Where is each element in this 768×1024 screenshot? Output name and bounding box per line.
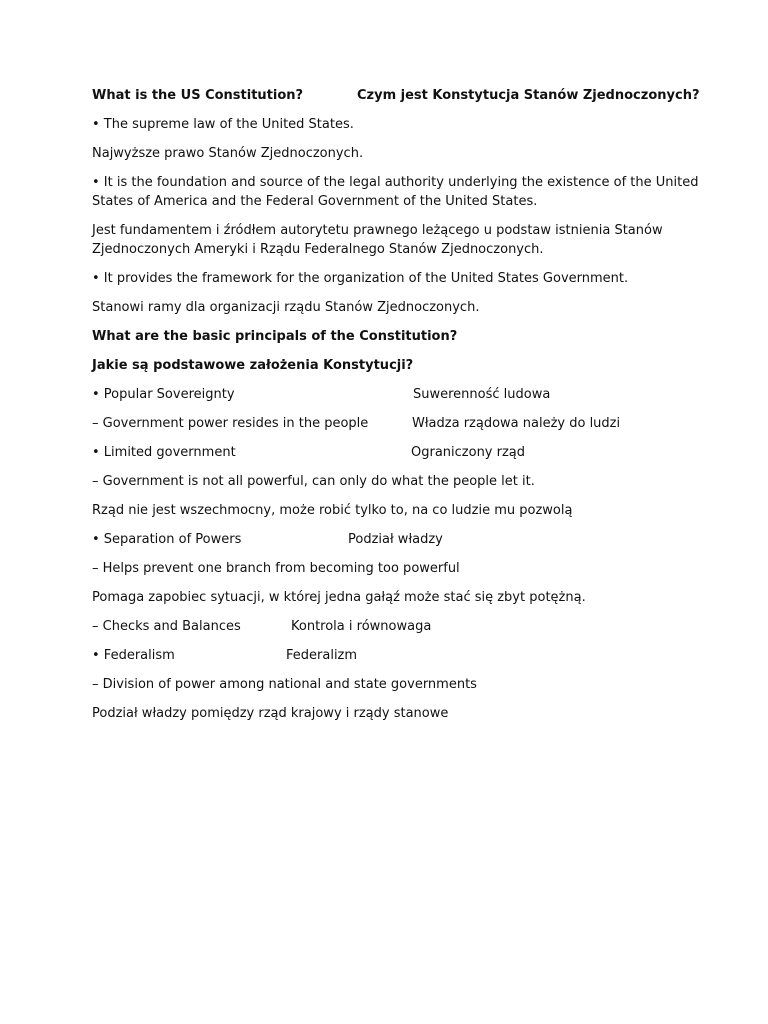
principle-1-english: • Popular Sovereignty [92,387,235,402]
bullet-3-english: • It provides the framework for the organization of the United States Government. [92,271,629,286]
principle-2-detail-english: – Government is not all powerful, can only do what the people let it. [92,474,535,489]
question-1-polish: Czym jest Konstytucja Stanów Zjednoczonych? [357,88,700,103]
principle-4-polish: Kontrola i równowaga [291,619,432,634]
question-2-polish: Jakie są podstawowe założenia Konstytucji? [92,358,414,373]
principle-popular-sovereignty [92,385,551,404]
principle-1-detail [92,414,621,433]
principle-3-detail-polish: Pomaga zapobiec sytuacji, w której jedna gałąź może stać się zbyt potężną. [92,590,586,605]
bullet-1-polish: Najwyższe prawo Stanów Zjednoczonych. [92,146,364,161]
bullet-1-english: • The supreme law of the United States. [92,117,354,132]
principle-checks-and-balances [92,617,432,636]
principle-2-english: • Limited government [92,445,236,460]
principle-limited-government [92,443,526,462]
principle-2-polish: Ograniczony rząd [411,445,526,460]
principle-1-detail-english: – Government power resides in the people [92,416,369,431]
bullet-2-polish-line-2: Zjednoczonych Ameryki i Rządu Federalnego Stanów Zjednoczonych. [92,242,544,257]
principle-5-polish: Federalizm [286,648,358,663]
principle-5-english: • Federalism [92,648,175,663]
bullet-2-english-line-2: States of America and the Federal Government of the United States. [92,194,538,209]
principle-5-detail-polish: Podział władzy pomiędzy rząd krajowy i rządy stanowe [92,706,449,721]
principle-5-detail-english: – Division of power among national and state governments [92,677,477,692]
principle-3-polish: Podział władzy [348,532,443,547]
principle-4-english: – Checks and Balances [92,619,241,634]
bullet-2-english-line-1: • It is the foundation and source of the legal authority underlying the existence of the United [92,175,699,190]
principle-federalism [92,646,358,665]
principle-3-detail-english: – Helps prevent one branch from becoming too powerful [92,561,460,576]
principle-1-detail-polish: Władza rządowa należy do ludzi [412,416,621,431]
question-2-english: What are the basic principals of the Constitution? [92,329,458,344]
principle-3-english: • Separation of Powers [92,532,242,547]
bullet-3-polish: Stanowi ramy dla organizacji rządu Stanów Zjednoczonych. [92,300,480,315]
principle-2-detail-polish: Rząd nie jest wszechmocny, może robić tylko to, na co ludzie mu pozwolą [92,503,573,518]
principle-separation-of-powers [92,530,443,549]
principle-1-polish: Suwerenność ludowa [413,387,551,402]
question-1-english: What is the US Constitution? [92,88,304,103]
question-heading-1 [92,86,700,105]
bullet-2-polish-line-1: Jest fundamentem i źródłem autorytetu prawnego leżącego u podstaw istnienia Stanów [92,223,663,238]
